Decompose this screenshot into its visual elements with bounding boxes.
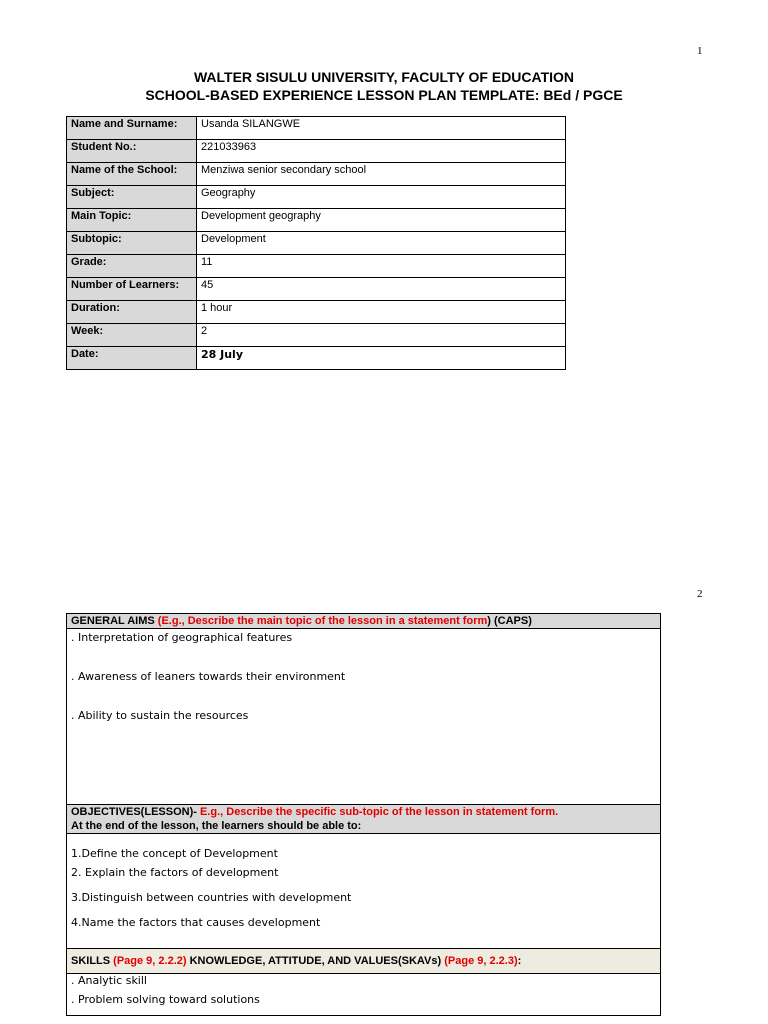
- table-row: [67, 347, 566, 370]
- table-row: [67, 255, 566, 278]
- objective-item: 4.Name the factors that causes development: [71, 916, 321, 929]
- aim-item: . Interpretation of geographical features: [71, 631, 293, 644]
- aim-item: . Awareness of leaners towards their environment: [71, 670, 346, 683]
- main-topic-label: Main Topic:: [67, 209, 197, 232]
- aims-heading-text: GENERAL AIMS: [71, 615, 158, 627]
- duration-label: Duration:: [67, 301, 197, 324]
- name-label: Name and Surname:: [67, 117, 197, 140]
- skills-heading-ref2: (Page 9, 2.2.3): [444, 955, 518, 967]
- university-title: WALTER SISULU UNIVERSITY, FACULTY OF EDUCATION: [193, 69, 575, 85]
- objectives-heading-hint: E.g., Describe the specific sub-topic of the lesson in statement form.: [199, 806, 559, 818]
- table-row: [67, 209, 566, 232]
- name-value: Usanda SILANGWE: [197, 117, 566, 140]
- aims-heading-tail: ) (CAPS): [487, 615, 532, 627]
- date-value: 28 July: [197, 347, 566, 370]
- skills-heading-ref1: (Page 9, 2.2.2): [113, 955, 187, 967]
- objectives-subheading: At the end of the lesson, the learners should be able to:: [71, 820, 362, 832]
- skills-heading-mid: KNOWLEDGE, ATTITUDE, AND VALUES(SKAVs): [186, 955, 445, 967]
- table-row: [67, 324, 566, 347]
- table-row: [67, 232, 566, 255]
- school-value: Menziwa senior secondary school: [197, 163, 566, 186]
- template-title: SCHOOL-BASED EXPERIENCE LESSON PLAN TEMPLATE: BEd / PGCE: [145, 87, 623, 103]
- general-aims-heading: [67, 614, 660, 629]
- student-no-value: 221033963: [197, 140, 566, 163]
- objective-item: 3.Distinguish between countries with development: [71, 891, 352, 904]
- table-row: [67, 278, 566, 301]
- main-topic-value: Development geography: [197, 209, 566, 232]
- skill-item: . Problem solving toward solutions: [71, 993, 260, 1006]
- subtopic-value: Development: [197, 232, 566, 255]
- page-number: 1: [697, 45, 703, 57]
- subtopic-label: Subtopic:: [67, 232, 197, 255]
- skills-heading-tail: :: [517, 955, 522, 967]
- date-label: Date:: [67, 347, 197, 370]
- objective-item: 2. Explain the factors of development: [71, 866, 279, 879]
- general-aims-section: [66, 613, 661, 805]
- table-row: [67, 301, 566, 324]
- skills-heading: [67, 949, 660, 974]
- subject-label: Subject:: [67, 186, 197, 209]
- duration-value: 1 hour: [197, 301, 566, 324]
- skill-item: . Analytic skill: [71, 974, 147, 987]
- learners-label: Number of Learners:: [67, 278, 197, 301]
- objectives-heading-text: OBJECTIVES(LESSON)-: [71, 806, 200, 818]
- learners-value: 45: [197, 278, 566, 301]
- page-number: 2: [697, 588, 703, 600]
- school-label: Name of the School:: [67, 163, 197, 186]
- table-row: [67, 163, 566, 186]
- week-value: 2: [197, 324, 566, 347]
- aim-item: . Ability to sustain the resources: [71, 709, 249, 722]
- objective-item: 1.Define the concept of Development: [71, 847, 278, 860]
- table-row: [67, 186, 566, 209]
- objectives-section: [66, 804, 661, 950]
- aims-heading-hint: (E.g., Describe the main topic of the lesson in a statement form: [157, 615, 488, 627]
- week-label: Week:: [67, 324, 197, 347]
- student-no-label: Student No.:: [67, 140, 197, 163]
- subject-value: Geography: [197, 186, 566, 209]
- lesson-info-table: [66, 116, 566, 370]
- objectives-heading: [67, 805, 660, 834]
- grade-value: 11: [197, 255, 566, 278]
- grade-label: Grade:: [67, 255, 197, 278]
- skills-heading-text: SKILLS: [71, 955, 114, 967]
- table-row: [67, 140, 566, 163]
- skills-section: [66, 948, 661, 1016]
- table-row: [67, 117, 566, 140]
